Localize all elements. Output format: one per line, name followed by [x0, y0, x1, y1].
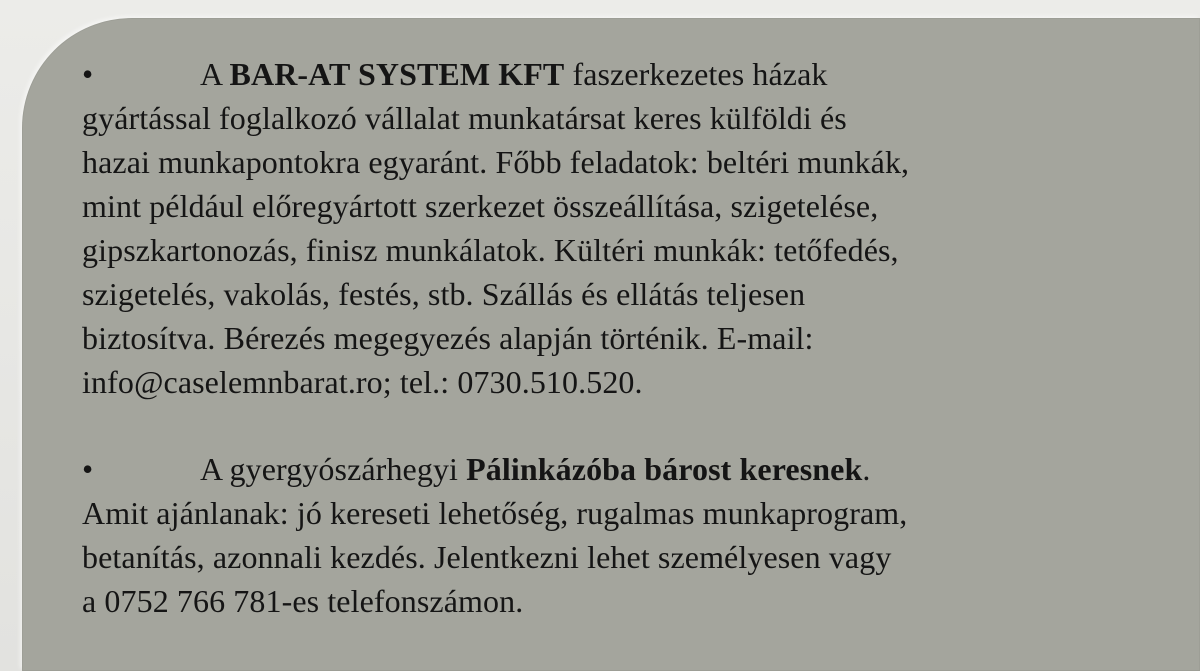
- job-listing-1: [82, 52, 1182, 404]
- text-line: mint például előregyártott szerkezet összeállítása, szigetelése,: [82, 188, 879, 224]
- text-line: Amit ajánlanak: jó kereseti lehetőség, rugalmas munkaprogram,: [82, 495, 908, 531]
- text-segment: A: [200, 56, 230, 92]
- text-line: biztosítva. Bérezés megegyezés alapján történik. E-mail:: [82, 320, 814, 356]
- job-listings-text: [82, 52, 1182, 623]
- text-line: betanítás, azonnali kezdés. Jelentkezni lehet személyesen vagy: [82, 539, 892, 575]
- text-segment: faszerkezetes házak: [564, 56, 828, 92]
- text-line: info@caselemnbarat.ro; tel.: 0730.510.520.: [82, 364, 643, 400]
- highlighted-text: Pálinkázóba bárost keresnek: [466, 451, 863, 487]
- bullet: •: [82, 451, 94, 487]
- text-line: szigetelés, vakolás, festés, stb. Szállás és ellátás teljesen: [82, 276, 806, 312]
- job-listing-2: [82, 447, 1182, 623]
- text-line: gyártással foglalkozó vállalat munkatársat keres külföldi és: [82, 100, 847, 136]
- text-line: gipszkartonozás, finisz munkálatok. Kültéri munkák: tetőfedés,: [82, 232, 899, 268]
- text-line: a 0752 766 781-es telefonszámon.: [82, 583, 524, 619]
- text-line: hazai munkapontokra egyaránt. Főbb feladatok: beltéri munkák,: [82, 144, 910, 180]
- text-segment: .: [862, 451, 871, 487]
- text-line: [82, 52, 1182, 96]
- text-segment: A gyergyószárhegyi: [200, 451, 467, 487]
- company-name: BAR-AT SYSTEM KFT: [229, 56, 565, 92]
- text-line: [82, 447, 1182, 491]
- bullet: •: [82, 56, 94, 92]
